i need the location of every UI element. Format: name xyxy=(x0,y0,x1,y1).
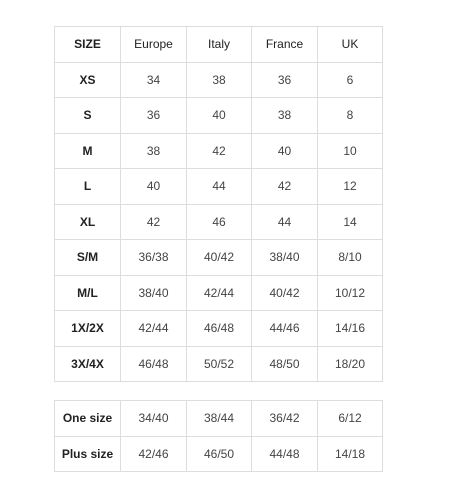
header-size: SIZE xyxy=(55,27,121,63)
table-cell: 42/46 xyxy=(121,436,187,472)
size-chart-body xyxy=(55,62,383,382)
table-cell: 40/42 xyxy=(252,275,318,311)
table-cell: 8 xyxy=(318,98,383,134)
size-label-cell: S xyxy=(55,98,121,134)
table-cell: 14/16 xyxy=(318,311,383,347)
table-cell: 40 xyxy=(187,98,252,134)
table-cell: 40 xyxy=(252,133,318,169)
table-row xyxy=(55,311,383,347)
table-cell: 38 xyxy=(252,98,318,134)
table-cell: 46/48 xyxy=(187,311,252,347)
table-header-row xyxy=(55,27,383,63)
table-cell: 48/50 xyxy=(252,346,318,382)
table-cell: 14/18 xyxy=(318,436,383,472)
table-cell: 50/52 xyxy=(187,346,252,382)
table-cell: 42 xyxy=(187,133,252,169)
table-cell: 44/48 xyxy=(252,436,318,472)
table-cell: 36 xyxy=(121,98,187,134)
table-cell: 14 xyxy=(318,204,383,240)
table-row xyxy=(55,98,383,134)
table-cell: 6/12 xyxy=(318,401,383,437)
header-europe: Europe xyxy=(121,27,187,63)
table-row xyxy=(55,240,383,276)
table-cell: 42/44 xyxy=(121,311,187,347)
table-cell: 10/12 xyxy=(318,275,383,311)
table-cell: 46 xyxy=(187,204,252,240)
table-row xyxy=(55,275,383,311)
table-cell: 10 xyxy=(318,133,383,169)
table-row xyxy=(55,62,383,98)
table-cell: 34/40 xyxy=(121,401,187,437)
table-row xyxy=(55,133,383,169)
table-cell: 36/38 xyxy=(121,240,187,276)
table-cell: 38/40 xyxy=(121,275,187,311)
table-row xyxy=(55,436,383,472)
table-cell: 40/42 xyxy=(187,240,252,276)
table-cell: 36 xyxy=(252,62,318,98)
table-cell: 38 xyxy=(121,133,187,169)
size-label-cell: S/M xyxy=(55,240,121,276)
table-cell: 44 xyxy=(187,169,252,205)
special-size-table xyxy=(54,400,383,472)
size-label-cell: 1X/2X xyxy=(55,311,121,347)
table-cell: 12 xyxy=(318,169,383,205)
table-row xyxy=(55,204,383,240)
header-france: France xyxy=(252,27,318,63)
table-cell: 44/46 xyxy=(252,311,318,347)
size-label-cell: Plus size xyxy=(55,436,121,472)
table-cell: 34 xyxy=(121,62,187,98)
size-chart-table xyxy=(54,26,383,382)
header-uk: UK xyxy=(318,27,383,63)
table-cell: 8/10 xyxy=(318,240,383,276)
header-italy: Italy xyxy=(187,27,252,63)
table-row xyxy=(55,401,383,437)
table-cell: 40 xyxy=(121,169,187,205)
table-cell: 46/48 xyxy=(121,346,187,382)
table-cell: 38 xyxy=(187,62,252,98)
special-size-body xyxy=(55,401,383,472)
table-cell: 6 xyxy=(318,62,383,98)
table-cell: 46/50 xyxy=(187,436,252,472)
table-cell: 36/42 xyxy=(252,401,318,437)
table-cell: 38/40 xyxy=(252,240,318,276)
size-label-cell: One size xyxy=(55,401,121,437)
table-row xyxy=(55,169,383,205)
table-cell: 38/44 xyxy=(187,401,252,437)
size-label-cell: M/L xyxy=(55,275,121,311)
table-cell: 18/20 xyxy=(318,346,383,382)
size-label-cell: L xyxy=(55,169,121,205)
table-row xyxy=(55,346,383,382)
size-label-cell: XS xyxy=(55,62,121,98)
table-cell: 42/44 xyxy=(187,275,252,311)
table-cell: 42 xyxy=(121,204,187,240)
table-cell: 44 xyxy=(252,204,318,240)
size-label-cell: XL xyxy=(55,204,121,240)
size-label-cell: M xyxy=(55,133,121,169)
table-cell: 42 xyxy=(252,169,318,205)
size-label-cell: 3X/4X xyxy=(55,346,121,382)
